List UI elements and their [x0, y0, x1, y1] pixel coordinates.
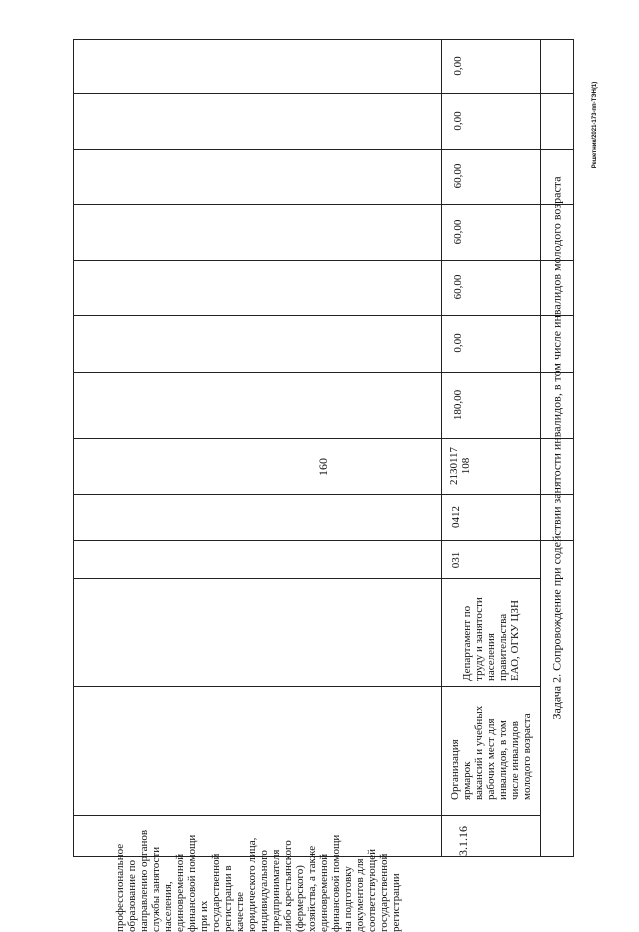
continued-row-description: профессиональное образование по направлению органов службы занятости населения, единовременной финансовой помощи при их государственной регистрации в качестве юридического лица, индивидуального предпринимателя либо крестьянского (фермерского) хозяйства, а также единовременной финансовой помощи на подготовку документов для соответствующей государственной регистрации — [114, 829, 402, 932]
row-rzpr: 0412 — [450, 506, 462, 528]
row-year-2: 60,00 — [452, 274, 464, 300]
row-csr: 2130117 108 — [448, 446, 472, 486]
row-event: Организация ярмарок вакансий и учебных рабочих мест для инвалидов, в том числе инвалидов молодого возраста — [449, 705, 533, 800]
row-total: 180,00 — [452, 389, 464, 421]
table-border-right — [573, 39, 574, 857]
row-year-5: 0,00 — [452, 111, 464, 131]
task-heading: Задача 2. Сопровождение при содействии занятости инвалидов, в том числе инвалидов молодого возраста — [550, 175, 565, 720]
table-border-left — [73, 39, 74, 857]
row-year-6: 0,00 — [452, 56, 464, 76]
row-year-4: 60,00 — [452, 163, 464, 189]
row-grbs: 031 — [450, 551, 462, 569]
row-year-3: 60,00 — [452, 219, 464, 245]
row-year-1: 0,00 — [452, 333, 464, 353]
row-executor: Департамент по труду и занятости населения правительства ЕАО, ОГКУ ЦЗН — [461, 597, 521, 681]
document-id: Решетник/2021-173-пп-ТЭН(1) — [592, 81, 598, 169]
row-number: 3.1.16 — [456, 826, 470, 856]
budget-table — [73, 39, 574, 932]
page-number: 160 — [316, 458, 330, 476]
